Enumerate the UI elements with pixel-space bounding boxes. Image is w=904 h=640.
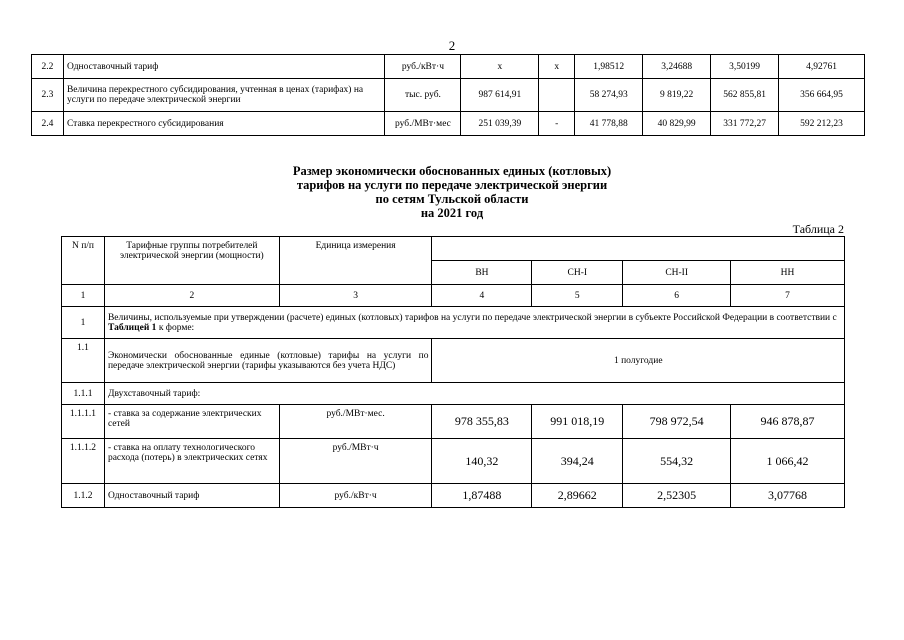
row-number: 1.1.1.1	[62, 405, 105, 439]
cell-value: 41 778,88	[575, 112, 643, 136]
row-text	[104, 307, 844, 339]
row-text: Экономически обоснованные единые (котловые) тарифы на услуги по передаче электрической энергии (тарифы указываются без учета НДС)	[104, 339, 432, 383]
row-number: 2.2	[32, 55, 64, 79]
table-2	[61, 236, 845, 508]
cell-value: 40 829,99	[643, 112, 711, 136]
table-header-row	[62, 237, 845, 261]
cell-value: 1,87488	[432, 484, 532, 508]
cell-value: 4,92761	[779, 55, 865, 79]
column-numbers-row	[62, 285, 845, 307]
cell-value: 331 772,27	[711, 112, 779, 136]
cell-value: 1,98512	[575, 55, 643, 79]
row-unit: руб./МВт·ч	[279, 439, 432, 484]
column-number: 6	[623, 285, 731, 307]
title-line: тарифов на услуги по передаче электрической энергии	[296, 178, 608, 192]
cell-value: 2,52305	[623, 484, 731, 508]
row-number: 2.4	[32, 112, 64, 136]
table-label: Таблица 2	[792, 222, 844, 236]
row-number: 1	[62, 307, 105, 339]
period-label: 1 полугодие	[432, 339, 845, 383]
cell-value: 3,07768	[731, 484, 845, 508]
title-line: на 2021 год	[420, 206, 484, 220]
document-title	[0, 164, 904, 220]
cell-value: х	[539, 55, 575, 79]
row-number: 1.1.1	[62, 383, 105, 405]
cell-value: 251 039,39	[461, 112, 539, 136]
cell-value: 946 878,87	[731, 405, 845, 439]
row-unit: тыс. руб.	[385, 79, 461, 112]
row-text: Одноставочный тариф	[104, 484, 279, 508]
cell-value: 1 066,42	[731, 439, 845, 484]
cell-value: х	[461, 55, 539, 79]
cell-value: 9 819,22	[643, 79, 711, 112]
column-number: 2	[104, 285, 279, 307]
row-name: Одноставочный тариф	[63, 55, 385, 79]
header-num: N п/п	[62, 237, 105, 285]
column-number: 3	[279, 285, 432, 307]
row-unit: руб./кВт·ч	[385, 55, 461, 79]
cell-value: 140,32	[432, 439, 532, 484]
table-row	[62, 339, 845, 383]
row-unit: руб./кВт·ч	[279, 484, 432, 508]
header-unit: Единица измерения	[279, 237, 432, 285]
row-text: Двухставочный тариф:	[104, 383, 844, 405]
page-number: 2	[448, 38, 456, 53]
cell-value: 554,32	[623, 439, 731, 484]
row-text-part: к форме:	[156, 322, 195, 333]
cell-value: 2,89662	[532, 484, 623, 508]
cell-value: 987 614,91	[461, 79, 539, 112]
row-text: - ставка за содержание электрических сетей	[104, 405, 279, 439]
row-unit: руб./МВт·мес.	[279, 405, 432, 439]
cell-value: 394,24	[532, 439, 623, 484]
cell-value	[539, 79, 575, 112]
header-levels-blank	[432, 237, 845, 261]
cell-value: 58 274,93	[575, 79, 643, 112]
row-number: 1.1.1.2	[62, 439, 105, 484]
cell-value: 3,50199	[711, 55, 779, 79]
cell-value: 978 355,83	[432, 405, 532, 439]
column-number: 4	[432, 285, 532, 307]
cell-value: 3,24688	[643, 55, 711, 79]
column-number: 5	[532, 285, 623, 307]
row-unit: руб./МВт·мес	[385, 112, 461, 136]
table-row	[62, 383, 845, 405]
cell-value: 592 212,23	[779, 112, 865, 136]
row-number: 1.1	[62, 339, 105, 383]
column-number: 7	[731, 285, 845, 307]
header-group: Тарифные группы потребителей электрической энергии (мощности)	[104, 237, 279, 285]
table-row	[32, 112, 865, 136]
table-row	[32, 79, 865, 112]
table-1-continuation	[31, 54, 865, 136]
header-level-sn2: СН-II	[623, 261, 731, 285]
title-line: Размер экономически обоснованных единых (котловых)	[292, 164, 612, 178]
row-text: - ставка на оплату технологического расхода (потерь) в электрических сетях	[104, 439, 279, 484]
table-row	[62, 307, 845, 339]
header-level-sn1: СН-I	[532, 261, 623, 285]
header-level-nn: НН	[731, 261, 845, 285]
title-line: по сетям Тульской области	[375, 192, 529, 206]
cell-value: 798 972,54	[623, 405, 731, 439]
table-row	[32, 55, 865, 79]
header-level-vn: ВН	[432, 261, 532, 285]
row-name: Ставка перекрестного субсидирования	[63, 112, 385, 136]
column-number: 1	[62, 285, 105, 307]
table-row	[62, 439, 845, 484]
row-name: Величина перекрестного субсидирования, учтенная в ценах (тарифах) на услуги по передаче электрической энергии	[63, 79, 385, 112]
row-text-part: Величины, используемые при утверждении (расчете) единых (котловых) тарифов на услуги по передаче электрической энергии в субъекте Российской Федерации в соответствии с	[107, 312, 837, 323]
cell-value: 991 018,19	[532, 405, 623, 439]
cell-value: 356 664,95	[779, 79, 865, 112]
row-number: 2.3	[32, 79, 64, 112]
cell-value: -	[539, 112, 575, 136]
row-number: 1.1.2	[62, 484, 105, 508]
cell-value: 562 855,81	[711, 79, 779, 112]
table-row	[62, 405, 845, 439]
row-text-bold: Таблицей 1	[107, 322, 157, 333]
table-row	[62, 484, 845, 508]
